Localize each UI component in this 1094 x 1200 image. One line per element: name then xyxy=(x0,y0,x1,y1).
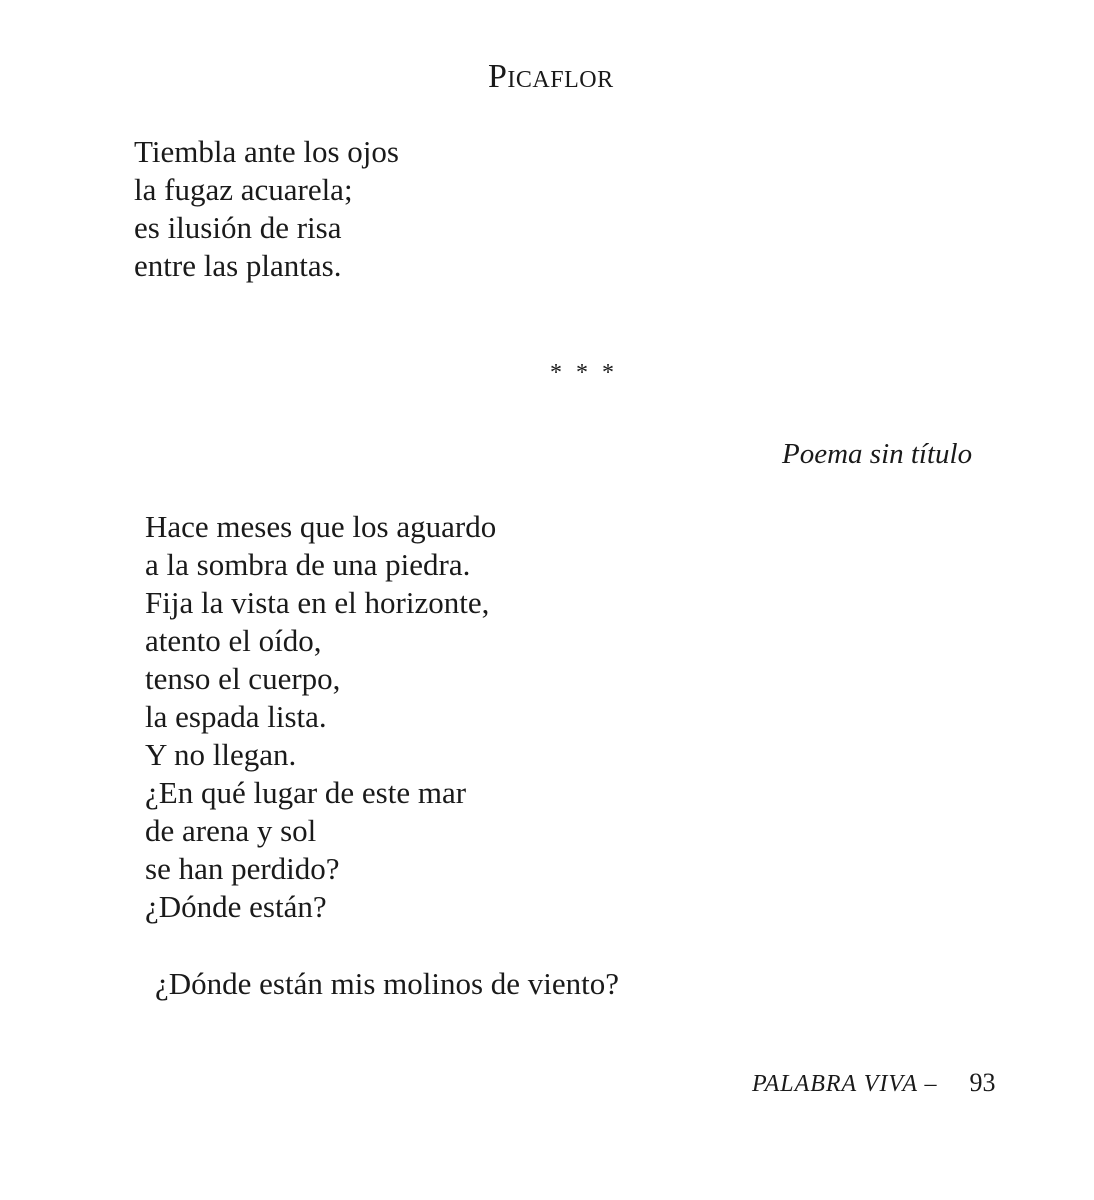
poem-line: atento el oído, xyxy=(145,623,322,658)
footer-book-title: PALABRA VIVA – xyxy=(752,1071,938,1097)
poem-line: Hace meses que los aguardo xyxy=(145,509,497,544)
poem-title-picaflor: Picaflor xyxy=(488,58,614,95)
poem-line: es ilusión de risa xyxy=(134,210,342,245)
poem-closing-line: ¿Dónde están mis molinos de viento? xyxy=(155,966,620,1001)
page-footer xyxy=(752,1068,996,1098)
poem-stanza-sin-titulo xyxy=(145,508,496,926)
poem-line: Y no llegan. xyxy=(145,737,297,772)
section-separator: * * * xyxy=(550,360,618,386)
poem-line: a la sombra de una piedra. xyxy=(145,547,471,582)
page-number: 93 xyxy=(969,1068,996,1097)
poem-line: de arena y sol xyxy=(145,813,317,848)
poem-line: ¿Dónde están? xyxy=(145,889,327,924)
poem-line: tenso el cuerpo, xyxy=(145,661,341,696)
poem-line: entre las plantas. xyxy=(134,248,342,283)
poem-line: ¿En qué lugar de este mar xyxy=(145,775,467,810)
poem-line: la fugaz acuarela; xyxy=(134,172,353,207)
poem-title-sin-titulo: Poema sin título xyxy=(782,438,973,470)
poem-stanza-picaflor xyxy=(134,133,399,285)
poem-line: se han perdido? xyxy=(145,851,340,886)
poem-line: la espada lista. xyxy=(145,699,327,734)
poem-line: Fija la vista en el horizonte, xyxy=(145,585,490,620)
poem-line: Tiembla ante los ojos xyxy=(134,134,399,169)
